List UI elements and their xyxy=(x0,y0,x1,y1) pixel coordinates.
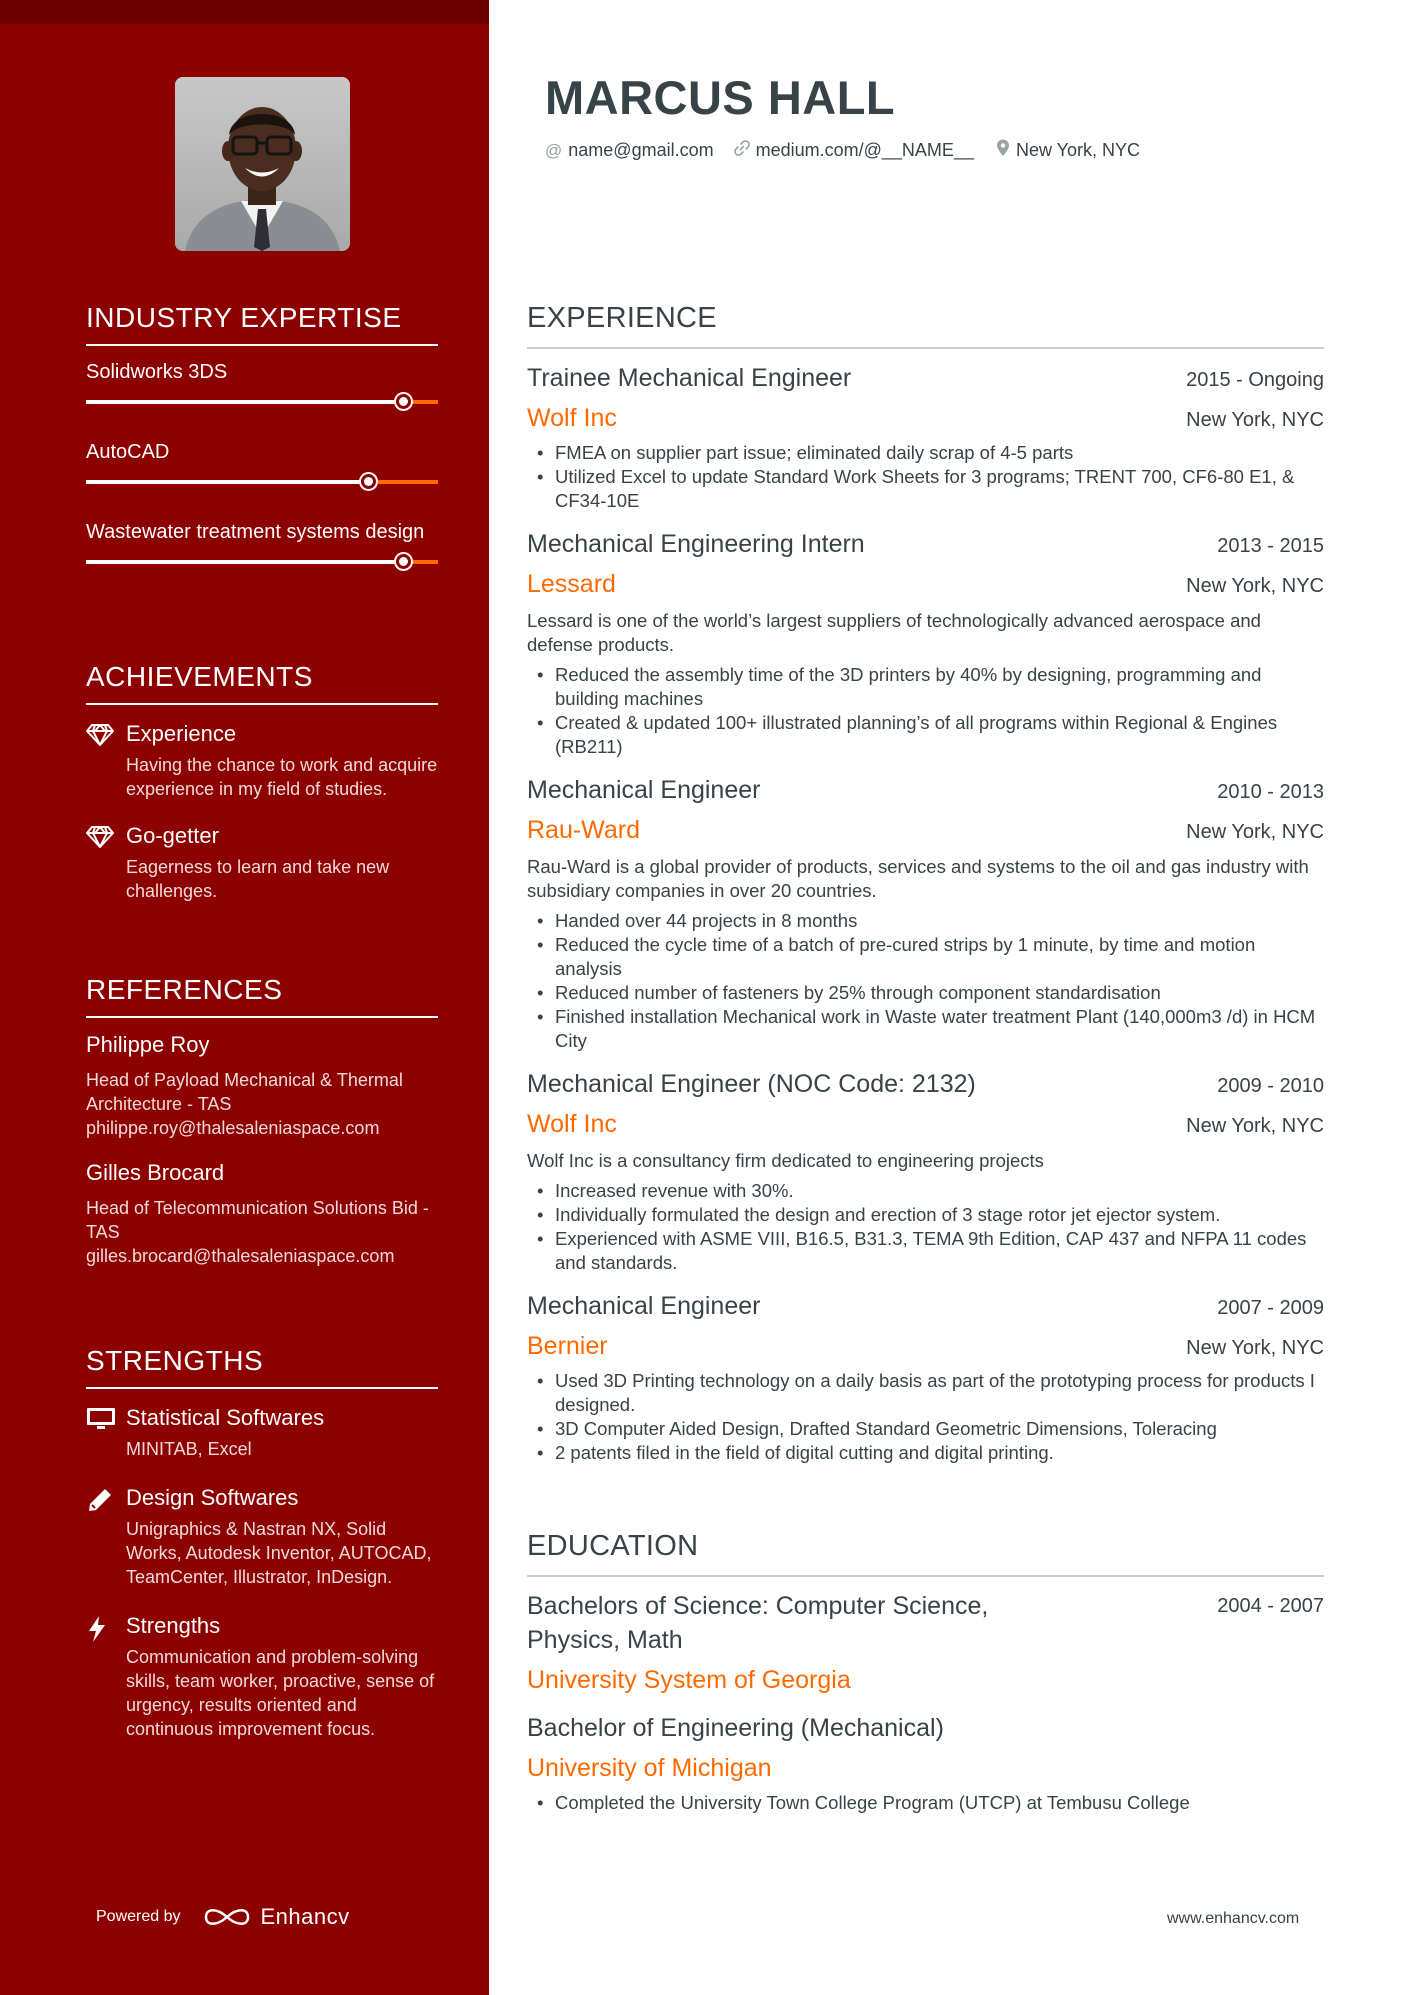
powered-by xyxy=(96,1904,350,1930)
diamond-icon xyxy=(86,821,126,903)
contact-location xyxy=(996,139,1140,162)
skill-bar-knob xyxy=(396,554,411,569)
bullet-item: • 2 patents filed in the field of digital cutting and digital printing. xyxy=(527,1441,1324,1465)
strength-item xyxy=(86,1611,438,1741)
enhancv-brand[interactable] xyxy=(203,1904,350,1930)
skill-bar-fill xyxy=(86,480,368,484)
education-section xyxy=(527,1530,1324,1815)
achievement-desc: Having the chance to work and acquire experience in my field of studies. xyxy=(126,755,438,799)
strength-title: Strengths xyxy=(126,1613,221,1638)
enhancv-logo-icon xyxy=(203,1905,251,1929)
skill-bar xyxy=(86,480,438,484)
job-location: New York, NYC xyxy=(1186,409,1324,431)
contact-row xyxy=(545,139,1140,162)
skill-bar-knob xyxy=(361,474,376,489)
enhancv-brand-text: Enhancv xyxy=(260,1904,350,1929)
monitor-icon xyxy=(86,1403,126,1461)
experience-entry xyxy=(527,527,1324,759)
expertise-section xyxy=(86,302,438,564)
achievements-section xyxy=(86,661,438,903)
skill-bar-knob xyxy=(396,394,411,409)
job-location: New York, NYC xyxy=(1186,575,1324,597)
job-title: Mechanical Engineering Intern xyxy=(527,530,865,558)
school-name: University System of Georgia xyxy=(527,1666,851,1694)
sidebar-top-bar xyxy=(0,0,489,24)
skill-item xyxy=(86,358,438,404)
location-text: New York, NYC xyxy=(1015,140,1141,160)
achievement-title: Experience xyxy=(126,721,237,746)
skill-bar xyxy=(86,400,438,404)
bullet-item: • Finished installation Mechanical work in Waste water treatment Plant (140,000m3 /d) in HCM City xyxy=(527,1005,1324,1053)
at-icon: @ xyxy=(545,140,563,160)
references-heading: REFERENCES xyxy=(86,974,438,1018)
link-icon xyxy=(734,140,750,161)
reference-desc: Head of Telecommunication Solutions Bid - TAS xyxy=(86,1198,429,1242)
job-location: New York, NYC xyxy=(1186,821,1324,843)
experience-heading: EXPERIENCE xyxy=(527,302,1324,349)
reference-item xyxy=(86,1030,438,1140)
bullet-list xyxy=(527,1179,1324,1275)
degree-title: Bachelor of Engineering (Mechanical) xyxy=(527,1714,944,1742)
experience-section xyxy=(527,302,1324,1465)
reference-email[interactable]: philippe.roy@thalesaleniaspace.com xyxy=(86,1118,380,1138)
job-title: Mechanical Engineer xyxy=(527,1292,761,1320)
strength-item xyxy=(86,1483,438,1589)
contact-website[interactable] xyxy=(734,139,974,162)
strengths-section xyxy=(86,1345,438,1741)
bullet-item: • FMEA on supplier part issue; eliminated daily scrap of 4-5 parts xyxy=(527,441,1324,465)
skill-name: AutoCAD xyxy=(86,441,170,463)
job-title: Mechanical Engineer (NOC Code: 2132) xyxy=(527,1070,976,1098)
skill-bar xyxy=(86,560,438,564)
strengths-heading: STRENGTHS xyxy=(86,1345,438,1389)
bullet-item: • 3D Computer Aided Design, Drafted Standard Geometric Dimensions, Toleracing xyxy=(527,1417,1324,1441)
website-text: medium.com/@__NAME__ xyxy=(755,140,974,160)
school-name: University of Michigan xyxy=(527,1754,772,1782)
experience-entry xyxy=(527,1067,1324,1275)
job-dates: 2010 - 2013 xyxy=(1217,781,1324,803)
reference-desc: Head of Payload Mechanical & Thermal Architecture - TAS xyxy=(86,1070,403,1114)
skill-item xyxy=(86,438,438,484)
strength-desc: Unigraphics & Nastran NX, Solid Works, Autodesk Inventor, AUTOCAD, TeamCenter, Illustrator, InDesign. xyxy=(126,1519,432,1587)
location-pin-icon xyxy=(996,139,1010,162)
company-name: Wolf Inc xyxy=(527,1110,617,1138)
bullet-item: • Reduced the assembly time of the 3D printers by 40% by designing, programming and building machines xyxy=(527,663,1324,711)
bullet-item: • Handed over 44 projects in 8 months xyxy=(527,909,1324,933)
reference-name: Philippe Roy xyxy=(86,1032,210,1057)
job-location: New York, NYC xyxy=(1186,1115,1324,1137)
skill-bar-fill xyxy=(86,400,403,404)
bullet-list xyxy=(527,1791,1324,1815)
job-dates: 2013 - 2015 xyxy=(1217,535,1324,557)
job-dates: 2007 - 2009 xyxy=(1217,1297,1324,1319)
strength-title: Design Softwares xyxy=(126,1485,299,1510)
bullet-item: • Reduced the cycle time of a batch of pre-cured strips by 1 minute, by time and motion analysis xyxy=(527,933,1324,981)
reference-name: Gilles Brocard xyxy=(86,1160,225,1185)
company-name: Lessard xyxy=(527,570,616,598)
bullet-item: • Utilized Excel to update Standard Work Sheets for 3 programs; TRENT 700, CF6-80 E1, & CF34-10E xyxy=(527,465,1324,513)
skill-item xyxy=(86,518,438,564)
achievements-heading: ACHIEVEMENTS xyxy=(86,661,438,705)
strength-desc: MINITAB, Excel xyxy=(126,1439,252,1459)
company-name: Wolf Inc xyxy=(527,404,617,432)
diamond-icon xyxy=(86,719,126,801)
achievement-desc: Eagerness to learn and take new challenges. xyxy=(126,857,390,901)
sidebar xyxy=(0,0,489,1995)
strength-desc: Communication and problem-solving skills, team worker, proactive, sense of urgency, results oriented and continuous improvement focus. xyxy=(126,1647,435,1739)
experience-entry xyxy=(527,361,1324,513)
company-name: Rau-Ward xyxy=(527,816,640,844)
email-text: name@gmail.com xyxy=(568,140,714,160)
avatar xyxy=(175,77,350,251)
education-dates: 2004 - 2007 xyxy=(1217,1595,1324,1617)
bullet-item: • Used 3D Printing technology on a daily basis as part of the prototyping process for products I designed. xyxy=(527,1369,1324,1417)
footer-url[interactable]: www.enhancv.com xyxy=(1167,1910,1300,1927)
strength-item xyxy=(86,1403,438,1461)
company-description: Rau-Ward is a global provider of products, services and systems to the oil and gas industry with subsidiary companies in over 20 countries. xyxy=(527,856,1309,901)
bullet-list xyxy=(527,1369,1324,1465)
bullet-item: • Individually formulated the design and erection of 3 stage rotor jet ejector system. xyxy=(527,1203,1324,1227)
expertise-heading: INDUSTRY EXPERTISE xyxy=(86,302,438,346)
experience-entry xyxy=(527,1289,1324,1465)
pencil-icon xyxy=(86,1483,126,1589)
bullet-item: • Completed the University Town College Program (UTCP) at Tembusu College xyxy=(527,1791,1324,1815)
job-title: Trainee Mechanical Engineer xyxy=(527,364,852,392)
achievement-title: Go-getter xyxy=(126,823,219,848)
powered-by-label: Powered by xyxy=(96,1908,181,1925)
education-entry xyxy=(527,1589,1324,1697)
contact-email[interactable] xyxy=(545,139,714,162)
achievement-item xyxy=(86,821,438,903)
company-description: Lessard is one of the world’s largest suppliers of technologically advanced aerospace and defense products. xyxy=(527,610,1261,655)
bullet-item: • Experienced with ASME VIII, B16.5, B31.3, TEMA 9th Edition, CAP 437 and NFPA 11 codes and standards. xyxy=(527,1227,1324,1275)
bolt-icon xyxy=(86,1611,126,1741)
candidate-name: MARCUS HALL xyxy=(545,71,896,124)
bullet-item: • Created & updated 100+ illustrated planning’s of all programs within Regional & Engines (RB211) xyxy=(527,711,1324,759)
references-section xyxy=(86,974,438,1268)
bullet-list xyxy=(527,441,1324,513)
degree-title: Bachelors of Science: Computer Science, Physics, Math xyxy=(527,1592,989,1654)
strength-title: Statistical Softwares xyxy=(126,1405,325,1430)
job-dates: 2015 - Ongoing xyxy=(1186,369,1324,391)
bullet-item: • Reduced number of fasteners by 25% through component standardisation xyxy=(527,981,1324,1005)
bullet-list xyxy=(527,663,1324,759)
skill-bar-fill xyxy=(86,560,403,564)
skill-name: Wastewater treatment systems design xyxy=(86,521,425,543)
experience-entry xyxy=(527,773,1324,1053)
education-entry xyxy=(527,1711,1324,1815)
skill-name: Solidworks 3DS xyxy=(86,361,228,383)
education-heading: EDUCATION xyxy=(527,1530,1324,1577)
reference-email[interactable]: gilles.brocard@thalesaleniaspace.com xyxy=(86,1246,395,1266)
company-name: Bernier xyxy=(527,1332,608,1360)
reference-item xyxy=(86,1158,438,1268)
achievement-item xyxy=(86,719,438,801)
job-title: Mechanical Engineer xyxy=(527,776,761,804)
bullet-list xyxy=(527,909,1324,1053)
company-description: Wolf Inc is a consultancy firm dedicated to engineering projects xyxy=(527,1150,1044,1171)
job-location: New York, NYC xyxy=(1186,1337,1324,1359)
job-dates: 2009 - 2010 xyxy=(1217,1075,1324,1097)
bullet-item: • Increased revenue with 30%. xyxy=(527,1179,1324,1203)
